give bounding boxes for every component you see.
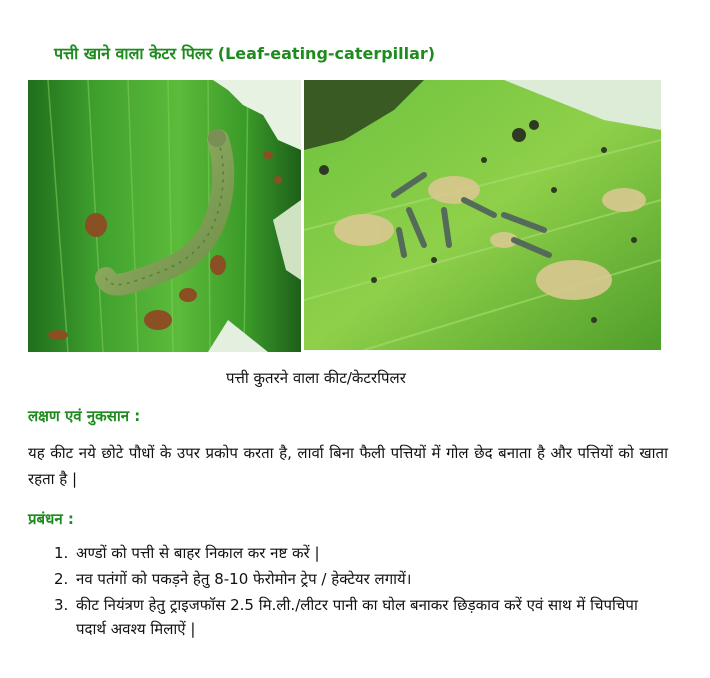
list-item-text: अण्डों को पत्ती से बाहर निकाल कर नष्ट करें | xyxy=(76,544,320,562)
list-item-text: नव पतंगों को पकड़ने हेतु 8-10 फेरोमोन ट्रेप / हेक्टेयर लगायें। xyxy=(76,570,412,588)
management-list xyxy=(54,541,654,643)
caterpillar-on-leaf-photo xyxy=(28,80,301,352)
list-item-number: 2. xyxy=(54,570,69,588)
list-item-number: 1. xyxy=(54,544,69,562)
list-item xyxy=(54,541,654,565)
list-item xyxy=(54,593,654,641)
page-title: पत्ती खाने वाला केटर पिलर (Leaf-eating-caterpillar) xyxy=(54,44,436,63)
list-item-number: 3. xyxy=(54,596,69,614)
list-item-text: कीट नियंत्रण हेतु ट्राइजफॉस 2.5 मि.ली./लीटर पानी का घोल बनाकर छिड़काव करें एवं साथ में चिपचिपा पदार्थ अवश्य मिलाऐं | xyxy=(76,596,638,638)
symptoms-paragraph: यह कीट नये छोटे पौधों के उपर प्रकोप करता है, लार्वा बिना फैली पत्तियों में गोल छेद बनाता है और पत्तियों को खाता रहता है | xyxy=(28,444,668,488)
larvae-on-damaged-leaf-photo xyxy=(304,80,661,350)
symptoms-heading: लक्षण एवं नुकसान : xyxy=(28,407,141,425)
image-caption: पत्ती कुतरने वाला कीट/केटरपिलर xyxy=(226,369,406,387)
list-item xyxy=(54,567,654,591)
management-heading: प्रबंधन : xyxy=(28,510,74,528)
